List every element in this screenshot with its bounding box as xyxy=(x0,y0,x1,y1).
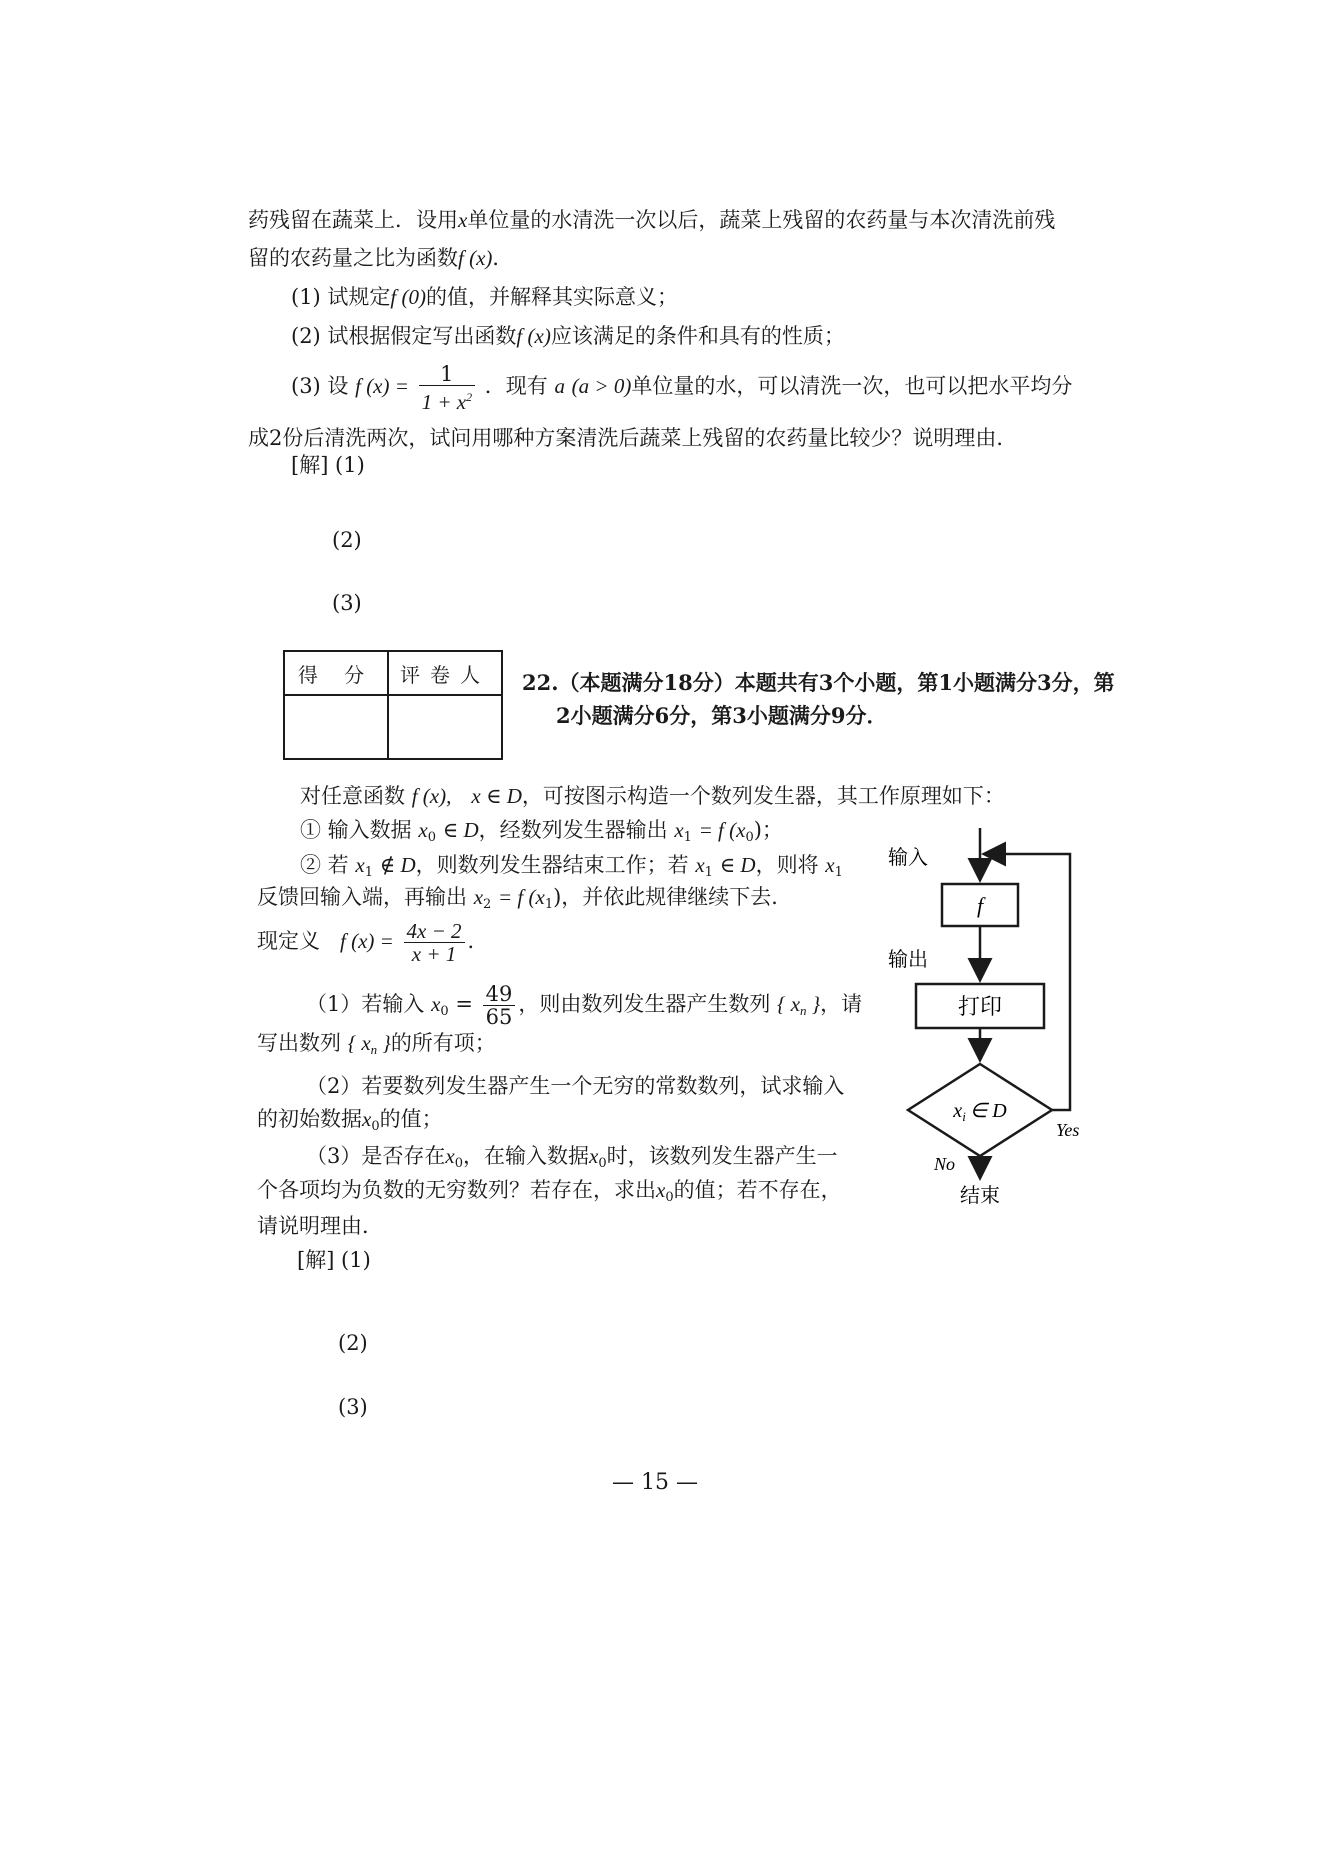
p21-question-1: (1) 试规定f (0)的值，并解释其实际意义； xyxy=(291,285,678,309)
p21-solution-2: (2) xyxy=(332,528,362,552)
p22-question-2-line2: 的初始数据$x_0$的值； xyxy=(257,1107,443,1134)
grader-cell[interactable] xyxy=(388,695,502,759)
p22-question-1: （1）若输入 $x_0$ = $\frac{49}{65}$ ，则由数列发生器产生数列 { $x_n$ }，请 xyxy=(306,982,863,1029)
score-header: 得 分 xyxy=(284,651,388,695)
q3-fraction: $\frac{1}{1 + x^2}$ xyxy=(419,363,476,413)
p22-solution-label: [解] (1) xyxy=(297,1248,371,1272)
no-label: No xyxy=(934,1154,956,1174)
decision-label: $x_i$ ∈ D xyxy=(953,1100,1007,1124)
output-label: 输出 xyxy=(888,947,928,971)
print-label: 打印 xyxy=(957,995,1003,1020)
p22-intro: 对任意函数 f (x), x ∈ D，可按图示构造一个数列发生器，其工作原理如下： xyxy=(300,784,1005,808)
score-cell[interactable] xyxy=(284,695,388,759)
p22-solution-3: (3) xyxy=(338,1395,368,1419)
p21-line2: 留的农药量之比为函数f (x)． xyxy=(248,246,514,270)
grader-header: 评卷人 xyxy=(388,651,502,695)
p22-header-line2: 2小题满分6分，第3小题满分9分． xyxy=(556,703,888,728)
definition-fraction: $\frac{4x - 2}{x + 1}$ xyxy=(404,920,465,965)
yes-label: Yes xyxy=(1056,1120,1080,1140)
p22-question-1-line2: 写出数列 { $x_n$ }的所有项； xyxy=(257,1031,496,1057)
end-label: 结束 xyxy=(960,1183,1000,1207)
p22-question-3-line3: 请说明理由． xyxy=(257,1214,383,1238)
p22-step1: ① 输入数据 $x_0$ ∈ D，经数列发生器输出 $x_1 = f$ $(x_0)$； xyxy=(300,818,783,845)
score-table xyxy=(283,650,503,760)
input-label: 输入 xyxy=(888,845,928,869)
p21-line1: 药残留在蔬菜上．设用x单位量的水清洗一次以后，蔬菜上残留的农药量与本次清洗前残 xyxy=(248,208,1056,232)
p22-step2: ② 若 $x_1$ ∉ D，则数列发生器结束工作；若 $x_1$ ∈ D，则将 $x_1$ xyxy=(300,853,843,880)
page-number: — 15 — xyxy=(612,1470,698,1495)
p22-solution-2: (2) xyxy=(338,1331,368,1355)
p21-question-2: (2) 试根据假定写出函数f (x)应该满足的条件和具有的性质； xyxy=(291,324,845,348)
p21-solution-3: (3) xyxy=(332,591,362,615)
q1-fraction: $\frac{49}{65}$ xyxy=(483,983,516,1028)
f-box-label: f xyxy=(976,893,984,918)
p22-question-3: （3）是否存在$x_0$，在输入数据$x_0$时，该数列发生器产生一 xyxy=(306,1144,838,1171)
p21-question-3: (3) 设 f (x) = $\frac{1}{1 + x^2}$ ．现有 a (a > 0)单位量的水，可以清洗一次，也可以把水平均分 xyxy=(291,361,1073,414)
p22-question-2: （2）若要数列发生器产生一个无穷的常数数列，试求输入 xyxy=(306,1074,845,1098)
p22-step2-line2: 反馈回输入端，再输出 $x_2 = f$ $(x_1)$，并依此规律继续下去． xyxy=(257,885,793,912)
p21-question-3-line2: 成2份后清洗两次，试问用哪种方案清洗后蔬菜上残留的农药量比较少？说明理由． xyxy=(248,426,1018,450)
p22-question-3-line2: 个各项均为负数的无穷数列？若存在，求出$x_0$的值；若不存在， xyxy=(257,1178,842,1205)
flowchart xyxy=(880,820,1120,1220)
p21-solution-label: [解] (1) xyxy=(291,453,365,477)
p22-header-line1: 22.（本题满分18分）本题共有3个小题，第1小题满分3分，第 xyxy=(522,670,1115,695)
p22-definition: 现定义 f (x) = $\frac{4x - 2}{x + 1}$ ． xyxy=(257,919,489,966)
